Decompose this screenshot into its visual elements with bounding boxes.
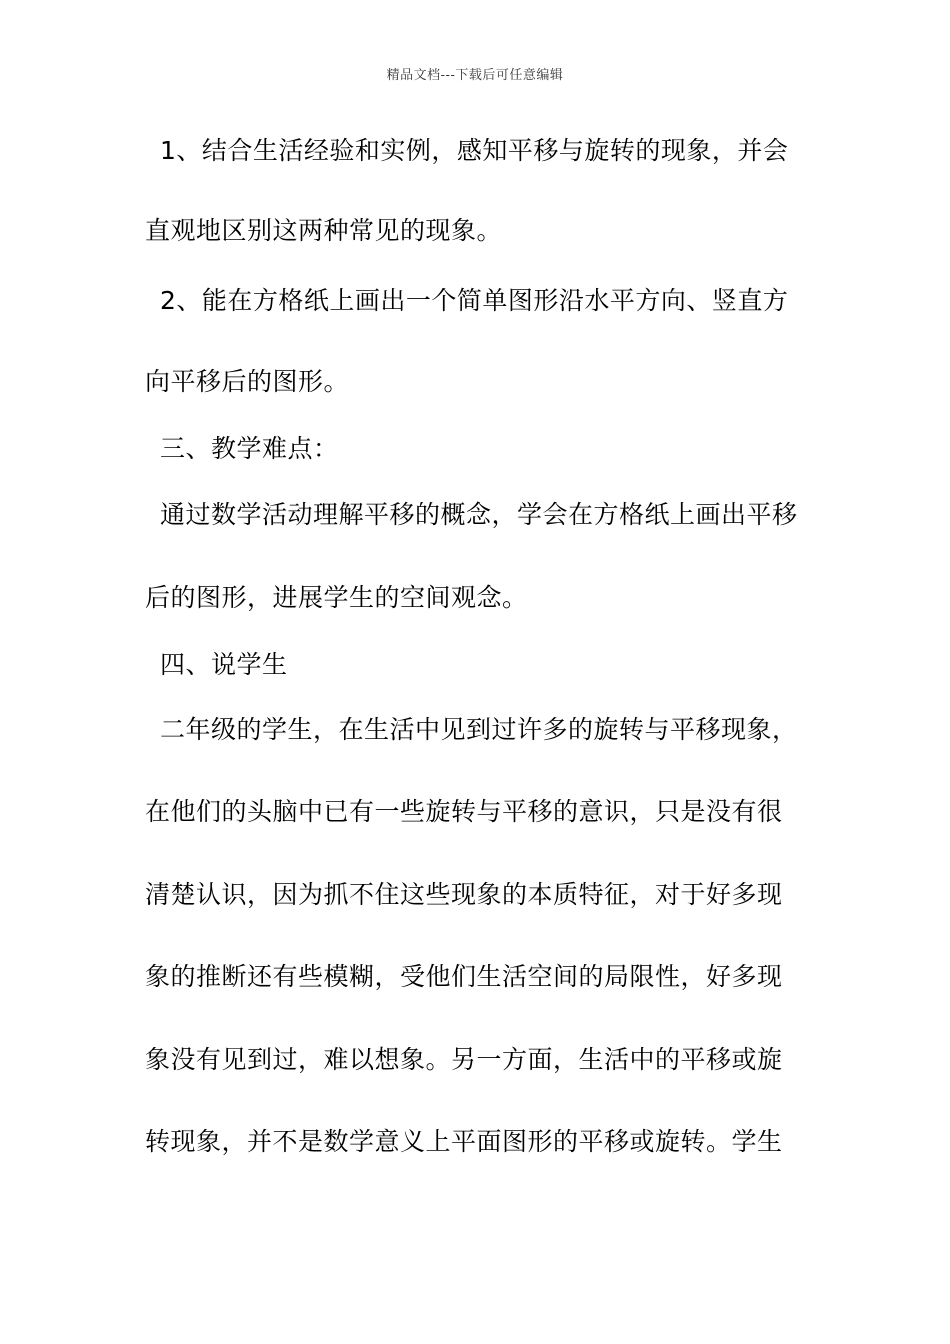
- paragraph-line: 在他们的头脑中已有一些旋转与平移的意识，只是没有很: [145, 797, 783, 826]
- section-heading: 三、教学难点：: [160, 434, 339, 463]
- paragraph-line: 二年级的学生，在生活中见到过许多的旋转与平移现象，: [160, 715, 798, 744]
- paragraph-line: 象的推断还有些模糊，受他们生活空间的局限性，好多现: [145, 962, 783, 991]
- paragraph-line: 向平移后的图形。: [145, 367, 350, 396]
- paragraph-line: 1、结合生活经验和实例，感知平移与旋转的现象，并会: [160, 136, 789, 165]
- paragraph-line: 转现象，并不是数学意义上平面图形的平移或旋转。学生: [145, 1127, 783, 1156]
- section-heading: 四、说学生: [160, 650, 288, 679]
- paragraph-line: 2、能在方格纸上画出一个简单图形沿水平方向、竖直方: [160, 286, 789, 315]
- paragraph-line: 直观地区别这两种常见的现象。: [145, 216, 503, 245]
- paragraph-line: 后的图形，进展学生的空间观念。: [145, 583, 528, 612]
- paragraph-line: 象没有见到过，难以想象。另一方面，生活中的平移或旋: [145, 1045, 783, 1074]
- paragraph-line: 通过数学活动理解平移的概念，学会在方格纸上画出平移: [160, 500, 798, 529]
- page-header: 精品文档---下载后可任意编辑: [386, 68, 564, 83]
- paragraph-line: 清楚认识，因为抓不住这些现象的本质特征，对于好多现: [145, 880, 783, 909]
